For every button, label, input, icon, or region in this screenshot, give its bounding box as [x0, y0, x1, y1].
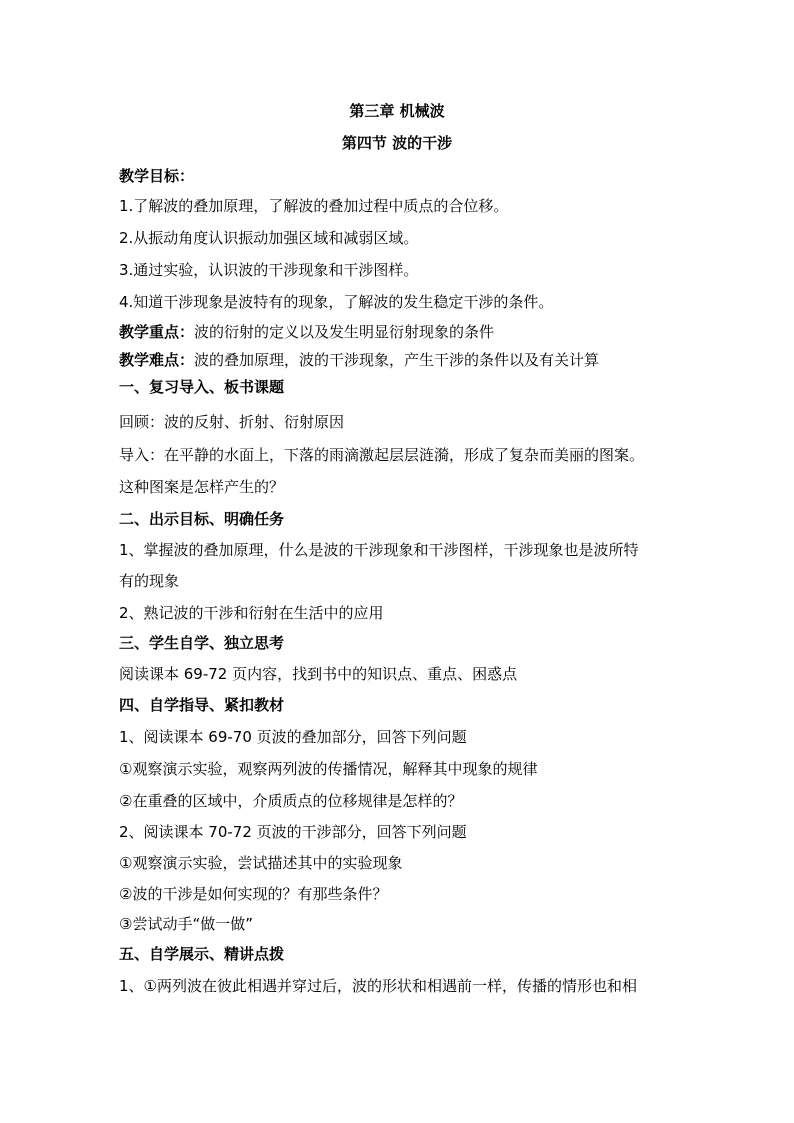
key-points-line — [119, 322, 494, 342]
display1-text: 1、①两列波在彼此相遇并穿过后，波的形状和相遇前一样，传播的情形也和相 — [119, 977, 637, 995]
objectives-heading: 教学目标： — [119, 167, 195, 185]
difficulties-label: 教学难点： — [119, 351, 195, 369]
guide1-question2: ②在重叠的区域中，介质质点的位移规律是怎样的？ — [119, 792, 463, 810]
key-points-text: 波的衍射的定义以及发生明显衍射现象的条件 — [194, 323, 495, 341]
difficulties-text: 波的叠加原理，波的干涉现象，产生干涉的条件以及有关计算 — [194, 351, 600, 369]
guide2-question2: ②波的干涉是如何实现的？有那些条件？ — [119, 885, 388, 903]
guide2-text: 2、阅读课本 70-72 页波的干涉部分，回答下列问题 — [119, 823, 467, 841]
goal2-text: 2、熟记波的干涉和衍射在生活中的应用 — [119, 604, 384, 622]
guide2-question3: ③尝试动手“做一做” — [119, 915, 253, 933]
objective-item: 1.了解波的叠加原理，了解波的叠加过程中质点的合位移。 — [119, 197, 509, 215]
self-study-text: 阅读课本 69-72 页内容，找到书中的知识点、重点、困惑点 — [119, 665, 518, 683]
intro-text-line2: 这种图案是怎样产生的？ — [119, 478, 285, 496]
section-title: 第四节 波的干涉 — [341, 134, 453, 152]
section2-heading: 二、出示目标、明确任务 — [119, 510, 285, 528]
objective-item: 2.从振动角度认识振动加强区域和减弱区域。 — [119, 229, 419, 247]
section3-heading: 三、学生自学、独立思考 — [119, 634, 285, 652]
goal1-line2: 有的现象 — [119, 572, 180, 590]
guide1-text: 1、阅读课本 69-70 页波的叠加部分，回答下列问题 — [119, 728, 467, 746]
difficulties-line — [119, 350, 599, 370]
section5-heading: 五、自学展示、精讲点拨 — [119, 945, 285, 963]
intro-text-line1: 导入：在平静的水面上，下落的雨滴激起层层涟漪，形成了复杂而美丽的图案。 — [119, 446, 645, 464]
key-points-label: 教学重点： — [119, 323, 195, 341]
objective-item: 3.通过实验，认识波的干涉现象和干涉图样。 — [119, 261, 419, 279]
section1-heading: 一、复习导入、板书课题 — [119, 378, 285, 396]
guide2-question1: ①观察演示实验，尝试描述其中的实验现象 — [119, 854, 403, 872]
review-text: 回顾：波的反射、折射、衍射原因 — [119, 413, 345, 431]
goal1-line1: 1、掌握波的叠加原理，什么是波的干涉现象和干涉图样，干涉现象也是波所特 — [119, 541, 639, 559]
objective-item: 4.知道干涉现象是波特有的现象，了解波的发生稳定干涉的条件。 — [119, 293, 554, 311]
chapter-title: 第三章 机械波 — [349, 102, 445, 120]
guide1-question1: ①观察演示实验，观察两列波的传播情况，解释其中现象的规律 — [119, 760, 538, 778]
section4-heading: 四、自学指导、紧扣教材 — [119, 696, 285, 714]
